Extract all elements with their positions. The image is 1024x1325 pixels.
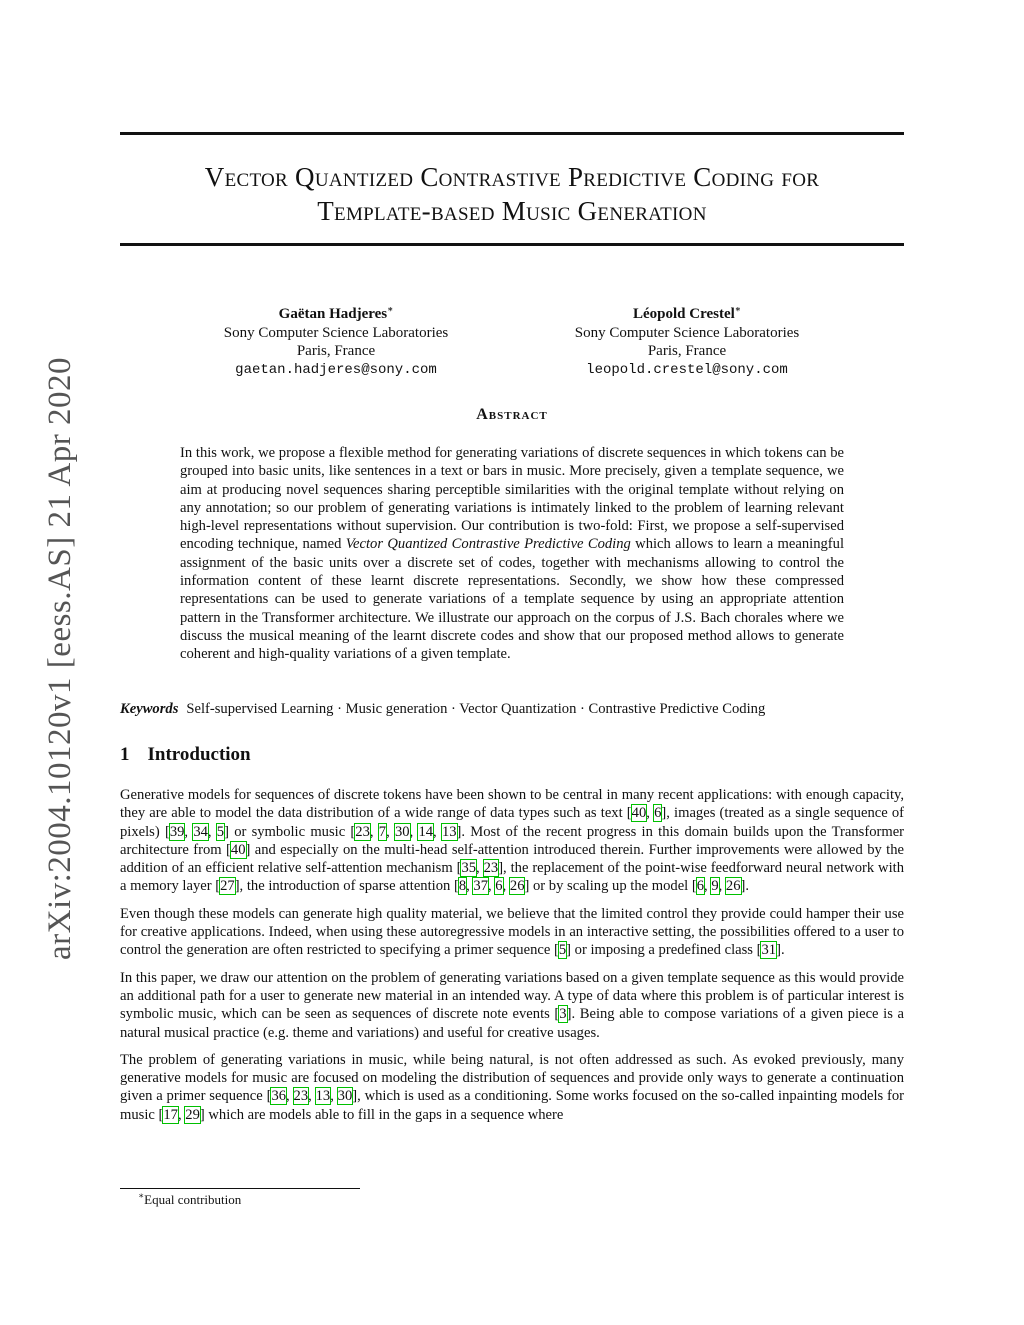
citation-link[interactable]: 37 <box>473 878 488 895</box>
author-block-1 <box>186 305 486 379</box>
citation-link[interactable]: 3 <box>559 1006 567 1023</box>
citation-link[interactable]: 23 <box>355 823 370 840</box>
author-block-2 <box>537 305 837 379</box>
citation-link[interactable]: 5 <box>558 942 567 959</box>
citation-link[interactable]: 13 <box>315 1088 331 1105</box>
citation-link[interactable]: 30 <box>394 823 410 840</box>
keywords-text: Self-supervised Learning · Music generation · Vector Quantization · Contrastive Predictive Coding <box>186 701 766 717</box>
abstract-heading: Abstract <box>476 406 548 423</box>
citation-link[interactable]: 13 <box>441 823 457 840</box>
citation-link[interactable]: 40 <box>230 841 246 858</box>
author-affiliation: Sony Computer Science Laboratories <box>574 324 800 341</box>
citation-link[interactable]: 34 <box>193 823 208 840</box>
title-line-1: Vector Quantized Contrastive Predictive Coding for <box>204 162 820 192</box>
citation-link[interactable]: 26 <box>725 878 741 895</box>
paragraph: The problem of generating variations in music, while being natural, is not often addressed as such. As evoked previously, many generative models for music are focused on modeling the distribution of sequences and provide only ways to generate a continuation given a primer sequence [36, 23, 13, 30], which is used as a conditioning. Some works focused on the so-called inpainting models for music [17, 29] which are models able to fill in the gaps in a sequence where <box>120 1051 905 1123</box>
section-heading: 1 Introduction <box>120 744 251 765</box>
paragraph: Generative models for sequences of discrete tokens have been shown to be central in many recent applications: with enough capacity, they are able to model the data distribution of a wide range of data types such as text [40, 6], images (treated as a single sequence of pixels) [39, 34, 5] or symbolic music [23, 7, 30, 14, 13]. Most of the recent progress in this domain builds upon the Transformer architecture from [40] and especially on the multi-head self-attention introduced therein. Further improvements were allowed by the addition of an efficient relative self-attention mechanism [35, 23], the replacement of the point-wise feedforward neural network with a memory layer [27], the introduction of sparse attention [8, 37, 6, 26] or by scaling up the model [6, 9, 26]. <box>120 787 905 895</box>
citation-link[interactable]: 6 <box>495 878 503 895</box>
abstract-text: In this work, we propose a flexible method for generating variations of discrete sequences in which tokens can be grouped into basic units, like sentences in a text or bars in music. More precisely, given a template sequence, we aim at producing novel sequences sharing perceptible similarities with the original template without relying on any annotation; so our problem of generating variations is intimately linked to the problem of learning relevant high-level representations without supervision. Our contribution is two-fold: First, we propose a self-supervised encoding technique, named Vector Quantized Contrastive Predictive Coding which allows to learn a meaningful assignment of the basic units over a discrete set of codes, together with mechanisms allowing to control the information content of these learnt discrete representations. Secondly, we show how these compressed representations can be used to generate variations of a template sequence by using an appropriate attention pattern in the Transformer architecture. We illustrate our approach on the corpus of J.S. Bach chorales where we discuss the musical meaning of the learnt discrete codes and show that our proposed method allows to generate coherent and high-quality variations of a given template. <box>180 445 844 663</box>
citation-link[interactable]: 23 <box>483 860 499 877</box>
keywords-label: Keywords <box>120 701 179 717</box>
citation-link[interactable]: 7 <box>378 823 387 840</box>
citation-link[interactable]: 5 <box>216 823 225 840</box>
citation-link[interactable]: 26 <box>509 878 525 895</box>
author-email[interactable]: gaetan.hadjeres@sony.com <box>235 361 437 378</box>
footnote-rule <box>120 1188 360 1189</box>
title-bottom-rule <box>120 243 904 246</box>
citation-link[interactable]: 9 <box>711 878 719 895</box>
citation-link[interactable]: 31 <box>761 942 777 959</box>
footnote: ∗Equal contribution <box>138 1190 242 1207</box>
author-affiliation: Sony Computer Science Laboratories <box>223 324 449 341</box>
arxiv-stamp: arXiv:2004.10120v1 [eess.AS] 21 Apr 2020 <box>42 357 78 960</box>
citation-link[interactable]: 6 <box>696 878 705 895</box>
citation-link[interactable]: 14 <box>418 823 434 840</box>
keywords <box>120 700 904 718</box>
author-location: Paris, France <box>296 343 376 359</box>
title-top-rule <box>120 132 904 135</box>
citation-link[interactable]: 39 <box>169 823 185 840</box>
author-name: Gaëtan Hadjeres∗ <box>278 304 394 322</box>
author-name: Léopold Crestel∗ <box>632 304 742 322</box>
paper-title <box>120 160 904 228</box>
citation-link[interactable]: 40 <box>631 805 647 822</box>
citation-link[interactable]: 29 <box>185 1106 200 1123</box>
title-line-2: Template-based Music Generation <box>317 196 707 226</box>
citation-link[interactable]: 17 <box>163 1106 178 1123</box>
paragraph: Even though these models can generate high quality material, we believe that the limited control they provide could hamper their use for creative applications. Indeed, when using these autoregressive models in an interactive setting, the possibilities offered to a user to control the generation are often restricted to specifying a primer sequence [5] or imposing a predefined class [31]. <box>120 905 904 959</box>
author-location: Paris, France <box>647 343 727 359</box>
citation-link[interactable]: 27 <box>220 878 235 895</box>
citation-link[interactable]: 8 <box>458 878 467 895</box>
paragraph: In this paper, we draw our attention on the problem of generating variations based on a given template sequence as this would provide an additional path for a user to generate new material in an intended way. A type of data where this problem is of particular interest is symbolic music, which can be seen as sequences of discrete note events [3]. Being able to compose variations of a given piece is a natural musical practice (e.g. theme and variations) and useful for creative usages. <box>120 969 904 1041</box>
author-email[interactable]: leopold.crestel@sony.com <box>586 361 788 378</box>
citation-link[interactable]: 6 <box>654 805 662 822</box>
citation-link[interactable]: 35 <box>461 860 477 877</box>
body-text <box>120 786 904 1133</box>
citation-link[interactable]: 36 <box>271 1088 287 1105</box>
citation-link[interactable]: 23 <box>293 1088 309 1105</box>
citation-link[interactable]: 30 <box>337 1088 353 1105</box>
